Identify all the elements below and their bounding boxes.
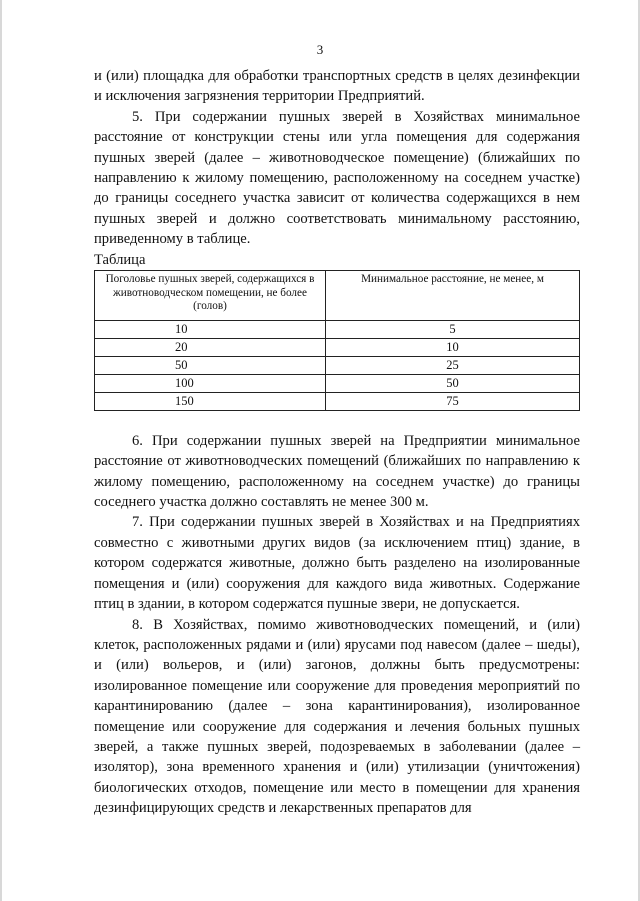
cell-count: 100: [95, 374, 326, 392]
cell-distance: 50: [326, 374, 580, 392]
document-body: [94, 66, 580, 819]
table-row: [95, 392, 580, 410]
table-header-row: [95, 271, 580, 321]
header-min-distance: Минимальное расстояние, не менее, м: [326, 271, 580, 321]
cell-count: 50: [95, 356, 326, 374]
cell-distance: 75: [326, 392, 580, 410]
paragraph-5: 5. При содержании пушных зверей в Хозяйствах минимальное расстояние от конструкции стены или угла помещения для содержания пушных зверей (далее – животноводческое помещение) (ближайших по направлению к жилому помещению, расположенному на соседнем участке) до границы соседнего участка зависит от количества содержащихся в нем пушных зверей и должно соответствовать минимальному расстоянию, приведенному в таблице.: [94, 108, 580, 248]
paragraph-6: 6. При содержании пушных зверей на Предприятии минимальное расстояние от животноводческих помещений (ближайших по направлению к жилому помещению, расположенному на соседнем участке) до границы соседнего участка должно составлять не менее 300 м.: [94, 432, 580, 511]
table-caption: Таблица: [94, 251, 146, 268]
paragraph-continuation: и (или) площадка для обработки транспортных средств в целях дезинфекции и исключения загрязнения территории Предприятий.: [94, 68, 580, 105]
cell-distance: 10: [326, 338, 580, 356]
cell-count: 10: [95, 320, 326, 338]
table-row: [95, 374, 580, 392]
cell-count: 150: [95, 392, 326, 410]
header-livestock-count: Поголовье пушных зверей, содержащихся в животноводческом помещении, не более (голов): [95, 271, 326, 321]
table-row: [95, 320, 580, 338]
paragraphs-after-table: [94, 431, 580, 819]
paragraph-7: 7. При содержании пушных зверей в Хозяйствах и на Предприятиях совместно с животными других видов (за исключением птиц) здание, в котором содержатся животные, должно быть разделено на изолированные помещения и (или) сооружения для каждого вида животных. Содержание птиц в здании, в котором содержатся пушные звери, не допускается.: [94, 514, 580, 613]
cell-count: 20: [95, 338, 326, 356]
distance-table: [94, 270, 580, 411]
table-row: [95, 356, 580, 374]
paragraph-8: 8. В Хозяйствах, помимо животноводческих помещений, и (или) клеток, расположенных рядами и (или) ярусами под навесом (далее – шеды), и (или) вольеров, и (или) загонов, должны быть предусмотрены: изолированное помещение или сооружение для проведения мероприятий по карантинированию (далее – зона карантинирования), изолированное помещение или сооружение для содержания и лечения больных пушных зверей, а также пушных зверей, подозреваемых в заболевании (далее – изолятор), зона временного хранения и (или) утилизации (уничтожения) биологических отходов, помещение или место в помещении для хранения дезинфицирующих средств и лекарственных препаратов для: [94, 616, 580, 817]
page-number: 3: [316, 42, 324, 57]
table-row: [95, 338, 580, 356]
cell-distance: 5: [326, 320, 580, 338]
cell-distance: 25: [326, 356, 580, 374]
